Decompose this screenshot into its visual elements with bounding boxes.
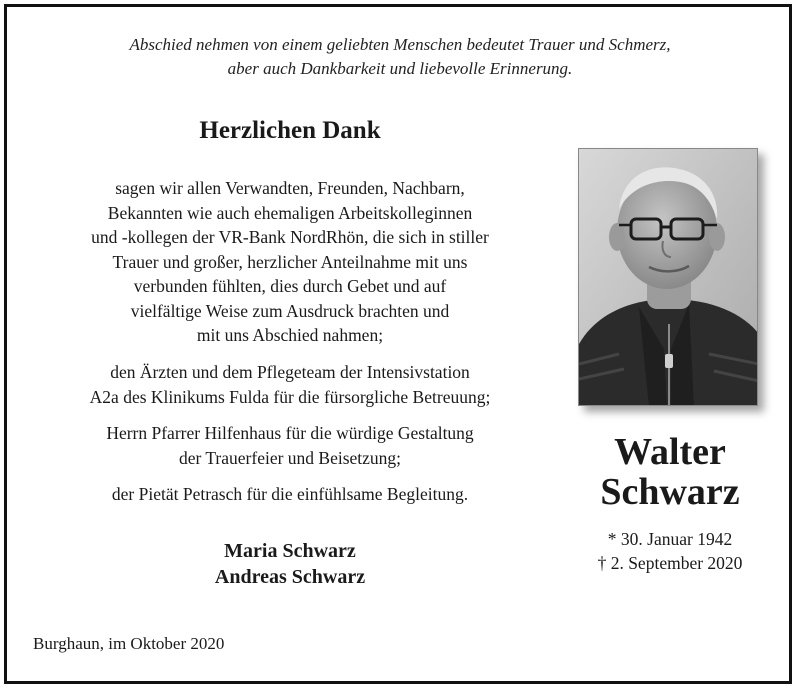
intro-quote xyxy=(0,33,800,81)
first-name: Walter xyxy=(614,431,726,473)
paragraph-line: der Pietät Petrasch für die einfühlsame Begleitung. xyxy=(111,484,469,504)
deceased-name xyxy=(560,432,780,512)
paragraph-line: Herrn Pfarrer Hilfenhaus für die würdige Gestaltung xyxy=(106,423,474,443)
thanks-paragraph-relatives xyxy=(30,176,550,348)
place-date: Burghaun, im Oktober 2020 xyxy=(33,634,225,653)
heading: Herzlichen Dank xyxy=(199,117,381,144)
paragraph-line: der Trauerfeier und Beisetzung; xyxy=(178,447,402,468)
paragraph-line: sagen wir allen Verwandten, Freunden, Nachbarn, xyxy=(115,178,465,198)
thanks-paragraph-undertaker xyxy=(30,482,550,507)
paragraph-line: Trauer und großer, herzlicher Anteilnahme mit uns xyxy=(112,251,468,272)
paragraph-line: den Ärzten und dem Pflegeteam der Intensivstation xyxy=(110,362,470,382)
last-name: Schwarz xyxy=(600,471,740,513)
paragraph-line: und -kollegen der VR-Bank NordRhön, die sich in stiller xyxy=(91,227,489,247)
thanks-paragraph-pastor xyxy=(30,421,550,470)
signers xyxy=(40,538,540,590)
paragraph-line: vielfältige Weise zum Ausdruck brachten und xyxy=(130,300,450,321)
paragraph-line: verbunden fühlten, dies durch Gebet und auf xyxy=(133,276,447,296)
life-dates xyxy=(560,527,780,575)
portrait-photo xyxy=(578,148,758,406)
death-date: † 2. September 2020 xyxy=(597,553,743,573)
paragraph-line: A2a des Klinikums Fulda für die fürsorgliche Betreuung; xyxy=(89,386,491,407)
intro-line: Abschied nehmen von einem geliebten Menschen bedeutet Trauer und Schmerz, xyxy=(129,35,671,54)
signer-name: Maria Schwarz xyxy=(224,540,356,562)
birth-date: * 30. Januar 1942 xyxy=(607,529,733,549)
paragraph-line: mit uns Abschied nahmen; xyxy=(196,325,384,345)
signer-name: Andreas Schwarz xyxy=(214,566,366,588)
paragraph-line: Bekannten wie auch ehemaligen Arbeitskolleginnen xyxy=(107,202,473,223)
thanks-paragraph-doctors xyxy=(30,360,550,409)
intro-line: aber auch Dankbarkeit und liebevolle Erinnerung. xyxy=(227,59,573,78)
